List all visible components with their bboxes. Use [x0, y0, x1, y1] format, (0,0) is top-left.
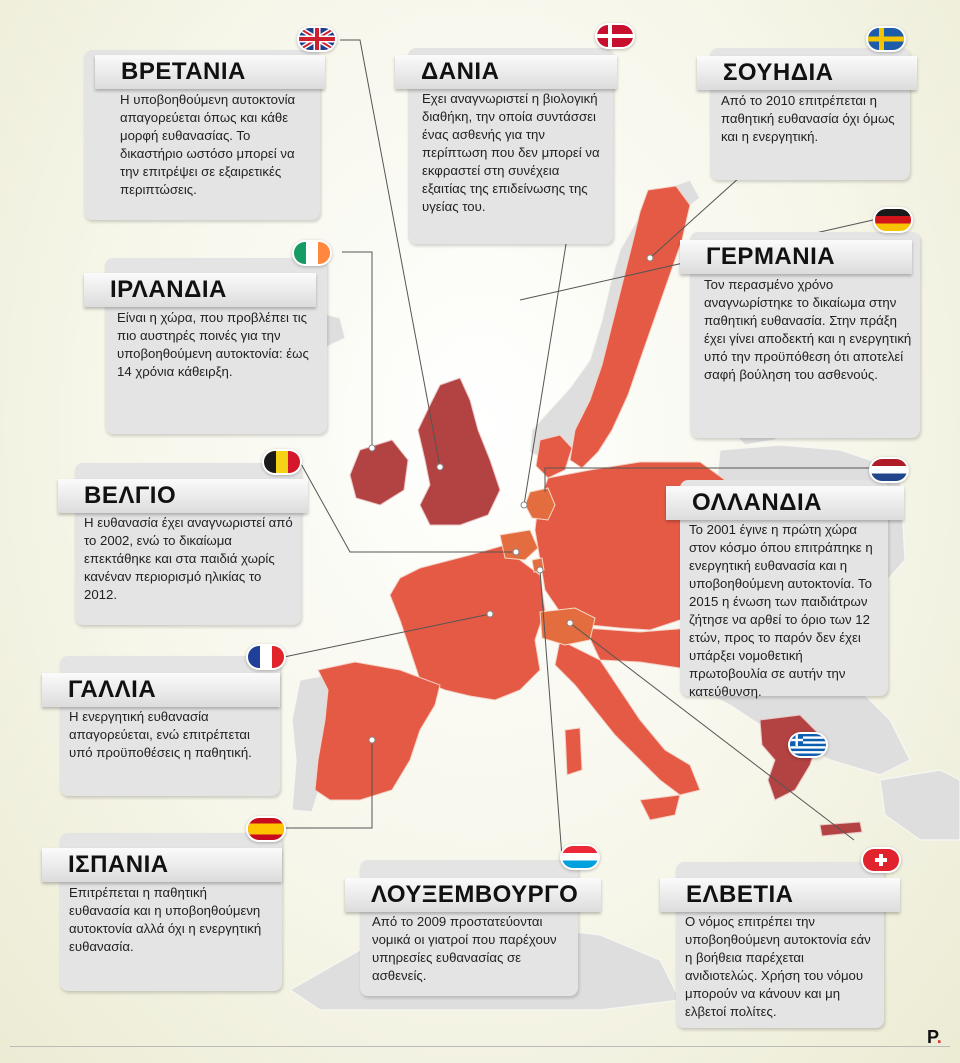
switzerland-flag-icon: [863, 849, 899, 871]
card-belgium-title: ΒΕΛΓΙΟ: [58, 479, 308, 513]
country-turkey: [880, 770, 960, 840]
country-ireland: [350, 440, 408, 505]
sweden-flag-icon: [868, 28, 904, 50]
card-sweden-text: Από το 2010 επιτρέπεται η παθητική ευθανασία όχι όμως και η ενεργητική.: [721, 93, 895, 144]
card-belgium-text: Η ευθανασία έχει αναγνωριστεί από το 2002, ενώ το δικαίωμα επεκτάθηκε και στα παιδιά χωρίς κανέναν περιορισμό ηλικίας το 2012.: [84, 515, 293, 602]
germany-flag-icon: [875, 209, 911, 231]
card-switzerland-title: ΕΛΒΕΤΙΑ: [660, 878, 900, 912]
country-crete: [820, 822, 862, 836]
card-britain-title: ΒΡΕΤΑΝΙΑ: [95, 55, 325, 89]
card-luxembourg-text: Από το 2009 προστατεύονται νομικά οι γιατροί που παρέχουν υπηρεσίες ευθανασίας σε ασθενείς.: [372, 914, 557, 983]
card-denmark-text: Εχει αναγνωριστεί η βιολογική διαθήκη, την οποία συντάσσει ένας ασθενής για την περίπτωση που δεν μπορεί να εκφραστεί στη συνέχεια εξαιτίας της επιδείνωσης της υγείας του.: [422, 91, 600, 214]
ireland-flag-icon: [294, 242, 330, 264]
netherlands-flag-icon: [871, 459, 907, 481]
country-belgium: [500, 530, 538, 560]
country-netherlands: [525, 488, 555, 520]
card-germany-text: Τον περασμένο χρόνο αναγνωρίστηκε το δικαίωμα στην παθητική ευθανασία. Στην πράξη έχει γίνει αποδεκτή και η ενεργητική υπό την προϋπόθεση ότι αποτελεί σαφή βούληση του ασθενούς.: [704, 277, 912, 382]
country-denmark: [536, 435, 572, 478]
uk-flag-icon: [299, 28, 335, 50]
luxembourg-flag-icon: [562, 846, 598, 868]
denmark-flag-icon: [597, 25, 633, 47]
country-spain: [315, 662, 440, 800]
card-netherlands-text: Το 2001 έγινε η πρώτη χώρα στον κόσμο όπου επιτράπηκε η ενεργητική ευθανασία και η υποβοηθούμενη αυτοκτονία. Το 2015 η ένωση των παιδιάτρων ζήτησε να αρθεί το όριο των 12 ετών, προς το παρόν δεν έχει υπάρξει νομοθετική πρωτοβουλία σε αυτήν την κατεύθυνση.: [689, 522, 873, 699]
card-netherlands-title: ΟΛΛΑΝΔΙΑ: [666, 486, 904, 520]
card-ireland-title: ΙΡΛΑΝΔΙΑ: [84, 273, 316, 307]
card-france-title: ΓΑΛΛΙΑ: [42, 673, 280, 707]
country-switzerland: [540, 608, 595, 645]
logo-dot: .: [936, 1027, 942, 1047]
greece-flag-icon: [790, 734, 826, 756]
country-sicily: [640, 795, 680, 820]
card-ireland-text: Είναι η χώρα, που προβλέπει τις πιο αυστηρές ποινές για την υποβοηθούμενη αυτοκτονία: έως 14 χρόνια κάθειρξη.: [117, 310, 309, 379]
card-france-text: Η ενεργητική ευθανασία απαγορεύεται, ενώ επιτρέπεται υπό προϋποθέσεις η παθητική.: [69, 709, 252, 760]
country-sardinia: [565, 728, 582, 775]
card-spain-title: ΙΣΠΑΝΙΑ: [42, 848, 282, 882]
card-switzerland-text: Ο νόμος επιτρέπει την υποβοηθούμενη αυτοκτονία εάν η βοήθεια παρέχεται ανιδιοτελώς. Χρήση του νόμου μπορούν να κάνουν και μη ελβετοί πολίτες.: [685, 914, 871, 1019]
spain-flag-icon: [248, 818, 284, 840]
logo-letter: P: [927, 1027, 937, 1047]
card-denmark-title: ΔΑΝΙΑ: [395, 55, 617, 89]
card-sweden-title: ΣΟΥΗΔΙΑ: [697, 56, 917, 90]
belgium-flag-icon: [264, 451, 300, 473]
bottom-rule: [10, 1046, 950, 1047]
country-britain: [418, 378, 500, 525]
card-luxembourg-title: ΛΟΥΞΕΜΒΟΥΡΓΟ: [345, 878, 601, 912]
card-germany-title: ΓΕΡΜΑΝΙΑ: [680, 240, 912, 274]
france-flag-icon: [248, 646, 284, 668]
card-britain-text: Η υποβοηθούμενη αυτοκτονία απαγορεύεται όπως και κάθε μορφή ευθανασίας. Το δικαστήριο ωστόσο μπορεί να την επιτρέψει σε εξαιρετικές περιπτώσεις.: [120, 92, 296, 197]
country-greece: [760, 715, 820, 800]
publisher-logo: [927, 1027, 942, 1048]
card-spain-text: Επιτρέπεται η παθητική ευθανασία και η υποβοηθούμενη αυτοκτονία αλλά όχι η ενεργητική ευθανασία.: [69, 885, 262, 954]
